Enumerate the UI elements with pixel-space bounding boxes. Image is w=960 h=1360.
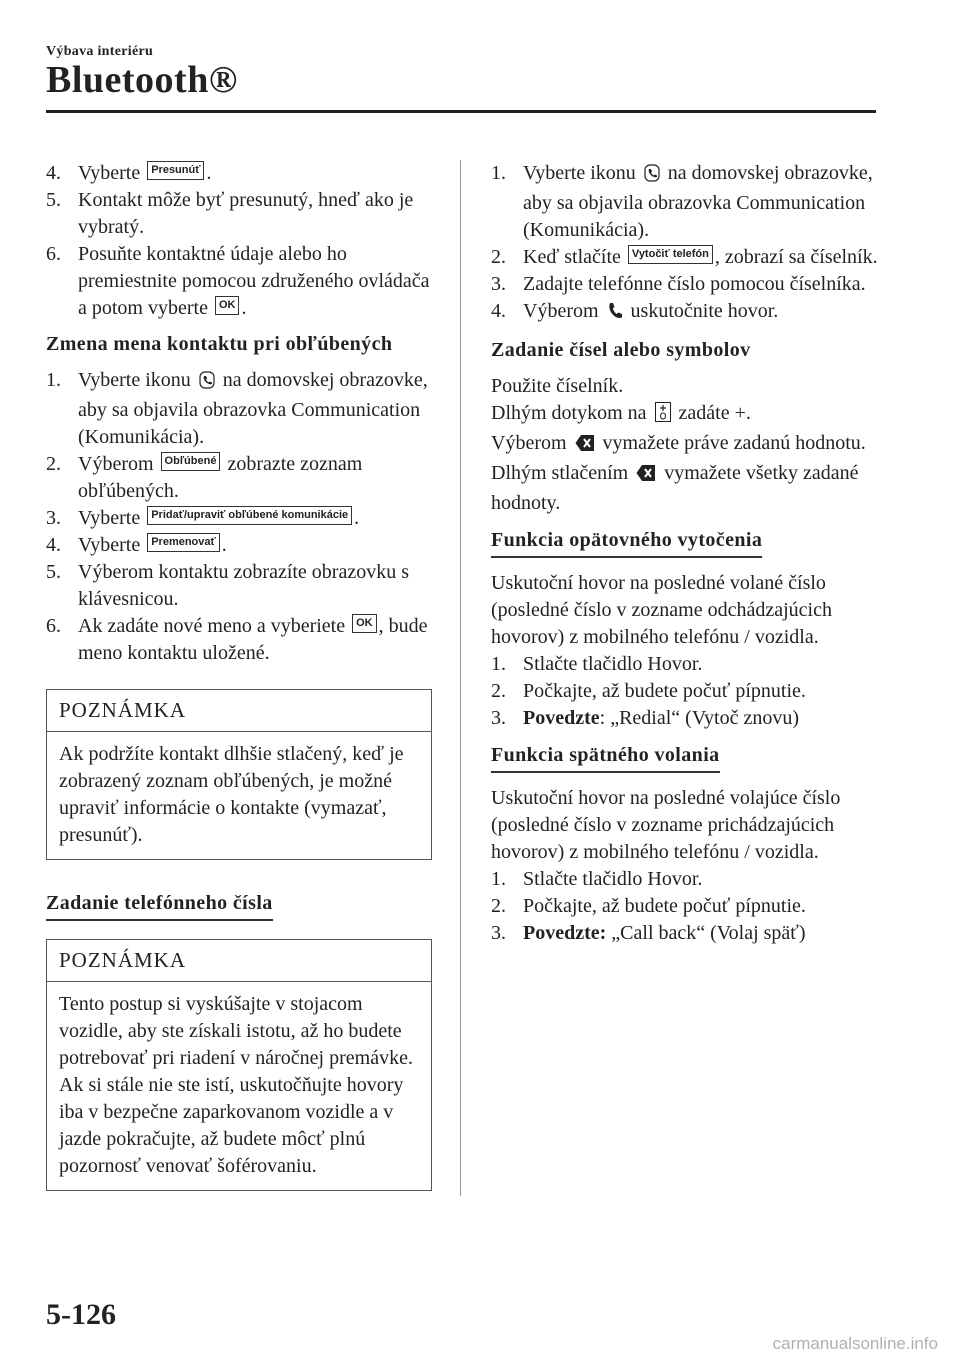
step-dial-3 — [491, 271, 881, 298]
step-dial-4 — [491, 298, 881, 328]
zero-plus-key-icon — [655, 402, 671, 430]
step-callback-1 — [491, 866, 881, 893]
line-text: vymažete práve zadanú hodnotu. — [597, 432, 866, 454]
step-rename-1 — [46, 367, 432, 451]
digits-line — [491, 460, 881, 517]
step-number: 6. — [46, 615, 61, 637]
redial-intro: Uskutoční hovor na posledné volané číslo (posledné číslo v zozname odchádzajúcich hovorov) z mobilného telefónu / vozidla. — [491, 572, 832, 648]
step-text: na domovskej obrazovke, aby sa objavila obrazovka Communication (Komunikácia). — [523, 162, 873, 241]
step-number: 2. — [491, 895, 506, 917]
voice-command-label: Povedzte — [523, 707, 600, 729]
add-edit-favorites-button: Pridať/upraviť obľúbené komunikácie — [147, 506, 352, 525]
right-column — [491, 160, 881, 947]
communication-icon — [644, 163, 660, 190]
handset-icon — [607, 301, 623, 328]
step-number: 3. — [46, 507, 61, 529]
step-number: 1. — [491, 868, 506, 890]
note-body: Tento postup si vyskúšajte v stojacom vozidle, aby ste získali istotu, až ho budete potrebovať pri riadení v náročnej premávke. Ak si stále nie ste istí, uskutočňujte hovory iba v bezpečne zaparkovanom vozidle a v jazde pokračujte, až budete môcť plnú pozornosť venovať šoférovaniu. — [59, 993, 413, 1177]
step-rename-4 — [46, 532, 432, 559]
line-text: Dlhým dotykom na — [491, 402, 652, 424]
step-text: Stlačte tlačidlo Hovor. — [523, 653, 703, 675]
ok-button: OK — [215, 296, 240, 315]
step-rename-5 — [46, 559, 432, 613]
left-column — [46, 160, 432, 1191]
premenovat-button: Premenovať — [147, 533, 220, 552]
column-divider — [460, 160, 461, 1196]
step-text: uskutočnite hovor. — [625, 300, 779, 322]
step-move-6 — [46, 241, 432, 322]
voice-command-label: Povedzte: — [523, 922, 607, 944]
step-callback-2 — [491, 893, 881, 920]
digits-line — [491, 373, 881, 400]
line-text: Dlhým stlačením — [491, 462, 634, 484]
step-number: 4. — [46, 162, 61, 184]
heading-phone-number-entry: Zadanie telefónneho čísla — [46, 890, 273, 921]
step-text: Výberom kontaktu zobrazíte obrazovku s klávesnicou. — [78, 561, 410, 610]
step-number: 2. — [491, 680, 506, 702]
step-number: 3. — [491, 707, 506, 729]
step-text: zobrazte zoznam obľúbených. — [78, 453, 363, 502]
step-text: Zadajte telefónne číslo pomocou číselníka. — [523, 273, 866, 295]
step-rename-3 — [46, 505, 432, 532]
note-body: Ak podržíte kontakt dlhšie stlačený, keď je zobrazený zoznam obľúbených, je možné upraviť informácie o kontakte (vymazať, presunúť). — [59, 743, 404, 846]
heading-redial: Funkcia opätovného vytočenia — [491, 527, 762, 558]
step-text: Vyberte — [78, 534, 146, 556]
presunut-button: Presunúť — [147, 161, 204, 180]
step-text: Vyberte — [78, 507, 146, 529]
note-title: POZNÁMKA — [47, 940, 431, 982]
step-number: 4. — [46, 534, 61, 556]
step-redial-3 — [491, 705, 881, 732]
step-text: Počkajte, až budete počuť pípnutie. — [523, 680, 806, 702]
step-text: Vyberte — [78, 162, 146, 184]
step-text: „Call back“ (Volaj späť) — [606, 922, 806, 944]
step-text: Výberom — [523, 300, 604, 322]
step-redial-1 — [491, 651, 881, 678]
line-text: zadáte +. — [673, 402, 751, 424]
step-move-5 — [46, 187, 432, 241]
step-text: Vyberte ikonu — [78, 369, 196, 391]
step-number: 4. — [491, 300, 506, 322]
watermark: carmanualsonline.info — [772, 1334, 938, 1353]
step-text: : „Redial“ (Vytoč znovu) — [599, 707, 800, 729]
note-title: POZNÁMKA — [47, 690, 431, 732]
step-text: . — [241, 297, 247, 319]
step-text: Výberom — [78, 453, 159, 475]
line-text: Výberom — [491, 432, 572, 454]
step-text: na domovskej obrazovke, aby sa objavila obrazovka Communication (Komunikácia). — [78, 369, 428, 448]
page-number: 5-126 — [46, 1298, 116, 1331]
step-text: , bude meno kontaktu uložené. — [78, 615, 428, 664]
step-text: Stlačte tlačidlo Hovor. — [523, 868, 703, 890]
step-text: . — [221, 534, 227, 556]
step-text: Počkajte, až budete počuť pípnutie. — [523, 895, 806, 917]
digits-line — [491, 430, 881, 460]
backspace-icon — [636, 463, 656, 490]
line-text: Použite číselník. — [491, 375, 624, 397]
step-move-4 — [46, 160, 432, 187]
step-text: Vyberte ikonu — [523, 162, 641, 184]
step-number: 3. — [491, 273, 506, 295]
step-text: Ak zadáte nové meno a vyberiete — [78, 615, 351, 637]
step-callback-3 — [491, 920, 881, 947]
oblubene-button: Obľúbené — [161, 452, 221, 471]
ok-button: OK — [352, 614, 377, 633]
step-rename-2 — [46, 451, 432, 505]
step-text: Kontakt môže byť presunutý, hneď ako je vybratý. — [78, 189, 414, 238]
step-number: 1. — [491, 162, 506, 184]
step-text: Posuňte kontaktné údaje alebo ho premiestnite pomocou združeného ovládača a potom vyberte — [78, 243, 430, 319]
dial-phone-button: Vytočiť telefón — [628, 245, 713, 264]
heading-digits-symbols: Zadanie čísel alebo symbolov — [491, 339, 751, 361]
step-number: 5. — [46, 561, 61, 583]
note-box — [46, 689, 432, 860]
step-text: . — [354, 507, 360, 529]
header-rule — [46, 110, 876, 113]
step-text: , zobrazí sa číselník. — [714, 246, 878, 268]
step-number: 6. — [46, 243, 61, 265]
step-rename-6 — [46, 613, 432, 667]
step-number: 3. — [491, 922, 506, 944]
step-text: . — [206, 162, 212, 184]
step-number: 2. — [491, 246, 506, 268]
page-title: Bluetooth® — [46, 59, 238, 101]
step-number: 2. — [46, 453, 61, 475]
line-text: vymažete všetky zadané hodnoty. — [491, 462, 859, 514]
step-number: 1. — [46, 369, 61, 391]
step-dial-1 — [491, 160, 881, 244]
callback-intro: Uskutoční hovor na posledné volajúce číslo (posledné číslo v zozname prichádzajúcich hovorov) z mobilného telefónu / vozidla. — [491, 787, 841, 863]
step-text: Keď stlačíte — [523, 246, 626, 268]
digits-line — [491, 400, 881, 430]
note-box — [46, 939, 432, 1191]
step-redial-2 — [491, 678, 881, 705]
step-number: 5. — [46, 189, 61, 211]
backspace-icon — [575, 433, 595, 460]
heading-rename-favorite: Zmena mena kontaktu pri obľúbených — [46, 333, 393, 355]
heading-callback: Funkcia spätného volania — [491, 742, 720, 773]
step-dial-2 — [491, 244, 881, 271]
step-number: 1. — [491, 653, 506, 675]
communication-icon — [199, 370, 215, 397]
section-label: Výbava interiéru — [46, 44, 154, 59]
